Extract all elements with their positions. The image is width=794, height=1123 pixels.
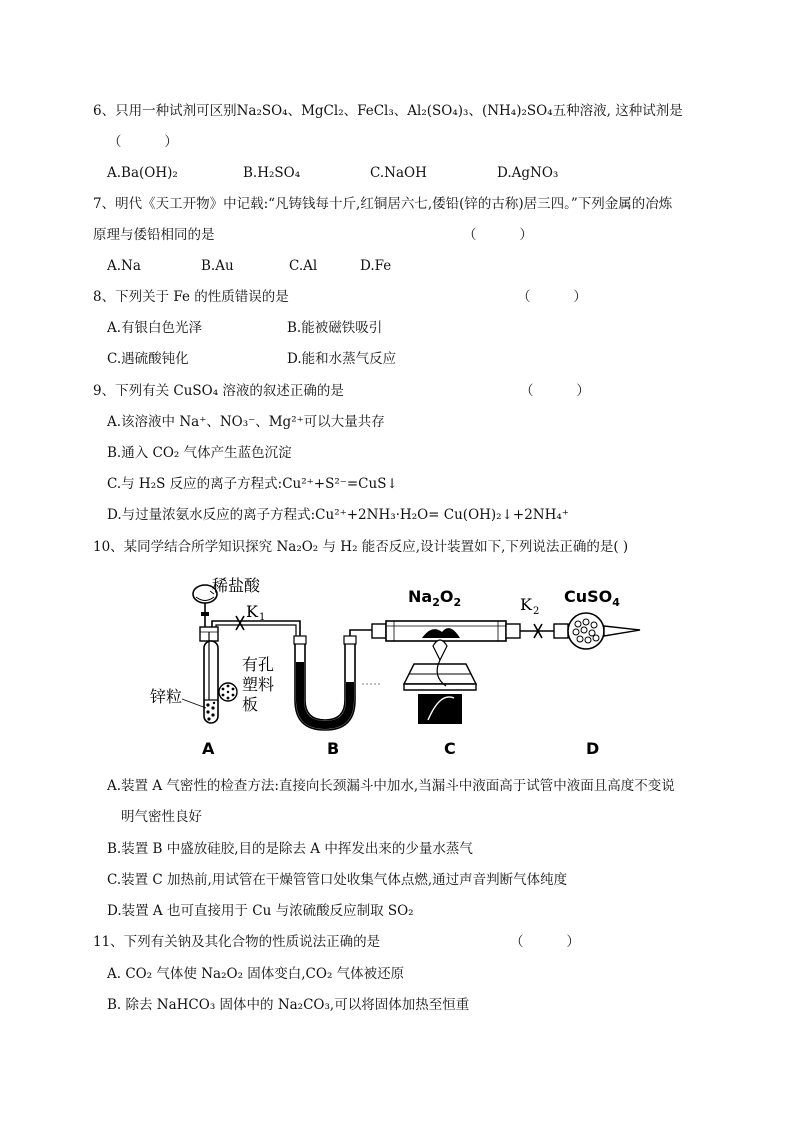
q6-option-a: A.Ba(OH)₂ <box>107 165 178 181</box>
q10-option-c: C.装置 C 加热前,用试管在干燥管管口处收集气体点燃,通过声音判断气体纯度 <box>107 872 568 888</box>
q8-option-c: C.遇硫酸钝化 <box>107 351 189 367</box>
q8-blank: （ ） <box>517 289 587 305</box>
q11-stem: 11、下列有关钠及其化合物的性质说法正确的是 <box>93 934 381 950</box>
na2o2-label: $Na_2O_2$ <box>408 587 462 609</box>
q11-option-a: A. CO₂ 气体使 Na₂O₂ 固体变白,CO₂ 气体被还原 <box>107 966 405 982</box>
q7-stem-line1: 7、明代《天工开物》中记载:“凡铸钱每十斤,红铜居六七,倭铅(锌的古称)居三四。”下列金属的冶炼 <box>93 196 673 212</box>
k1-sub: 1 <box>259 612 266 623</box>
q8-option-a: A.有银白色光泽 <box>107 320 203 336</box>
q6-stem: 6、只用一种试剂可区别Na₂SO₄、MgCl₂、FeCl₃、Al₂(SO₄)₃、(NH₄)₂SO₄五种溶液, 这种试剂是 <box>93 103 683 119</box>
q7-stem-line2: 原理与倭铅相同的是 <box>93 227 215 243</box>
plate-label-3: 板 <box>242 695 259 714</box>
q6-option-c: C.NaOH <box>370 165 427 181</box>
q6-option-d: D.AgNO₃ <box>497 165 559 181</box>
label-c: C <box>444 739 456 758</box>
q10-option-a-line1: A.装置 A 气密性的检查方法:直接向长颈漏斗中加水,当漏斗中液面高于试管中液面且高度不变说 <box>107 778 675 794</box>
zinc-label: 锌粒 <box>150 687 183 706</box>
q10-stem: 10、某同学结合所学知识探究 Na₂O₂ 与 H₂ 能否反应,设计装置如下,下列说法正确的是( ) <box>93 539 629 555</box>
k2-sub: 2 <box>533 606 540 617</box>
label-d: D <box>586 739 600 758</box>
label-b: B <box>327 739 340 758</box>
q10-option-b: B.装置 B 中盛放硅胶,目的是除去 A 中挥发出来的少量水蒸气 <box>107 841 473 857</box>
apparatus-diagram <box>150 572 660 762</box>
acid-label: 稀盐酸 <box>212 576 261 595</box>
k2-label: K <box>520 595 532 614</box>
q9-option-a: A.该溶液中 Na⁺、NO₃⁻、Mg²⁺可以大量共存 <box>107 414 385 430</box>
q6-blank: （ ） <box>108 134 178 150</box>
q8-option-b: B.能被磁铁吸引 <box>287 320 383 336</box>
cuso4-label: CuSO$_4$ <box>564 587 620 609</box>
q7-blank: （ ） <box>463 227 533 243</box>
q7-option-d: D.Fe <box>360 258 392 274</box>
q9-blank: （ ） <box>520 383 590 399</box>
q9-stem: 9、下列有关 CuSO₄ 溶液的叙述正确的是 <box>93 383 344 399</box>
q10-option-a-line2: 明气密性良好 <box>121 809 202 825</box>
q8-stem: 8、下列关于 Fe 的性质错误的是 <box>93 289 289 305</box>
plate-label-2: 塑料 <box>242 675 275 694</box>
plate-label-1: 有孔 <box>242 655 275 674</box>
k1-label: K <box>246 602 258 621</box>
q11-blank: （ ） <box>510 934 580 950</box>
q7-option-a: A.Na <box>107 258 141 274</box>
q9-option-c: C.与 H₂S 反应的离子方程式:Cu²⁺+S²⁻=CuS↓ <box>107 476 398 492</box>
apparatus-a <box>193 585 218 723</box>
q11-option-b: B. 除去 NaHCO₃ 固体中的 Na₂CO₃,可以将固体加热至恒重 <box>107 997 470 1013</box>
label-a: A <box>202 739 215 758</box>
apparatus-c <box>372 621 520 724</box>
q10-option-d: D.装置 A 也可直接用于 Cu 与浓硫酸反应制取 SO₂ <box>107 903 414 919</box>
q6-option-b: B.H₂SO₄ <box>243 165 301 181</box>
q9-option-d: D.与过量浓氨水反应的离子方程式:Cu²⁺+2NH₃·H₂O= Cu(OH)₂↓+2NH₄⁺ <box>107 507 569 523</box>
q8-option-d: D.能和水蒸气反应 <box>287 351 397 367</box>
q7-option-c: C.Al <box>289 258 318 274</box>
k1-valve-icon <box>236 616 244 630</box>
q9-option-b: B.通入 CO₂ 气体产生蓝色沉淀 <box>107 445 292 461</box>
apparatus-b <box>294 636 382 730</box>
q7-option-b: B.Au <box>201 258 234 274</box>
apparatus-d <box>554 613 640 649</box>
perforated-plate-icon <box>219 683 237 701</box>
